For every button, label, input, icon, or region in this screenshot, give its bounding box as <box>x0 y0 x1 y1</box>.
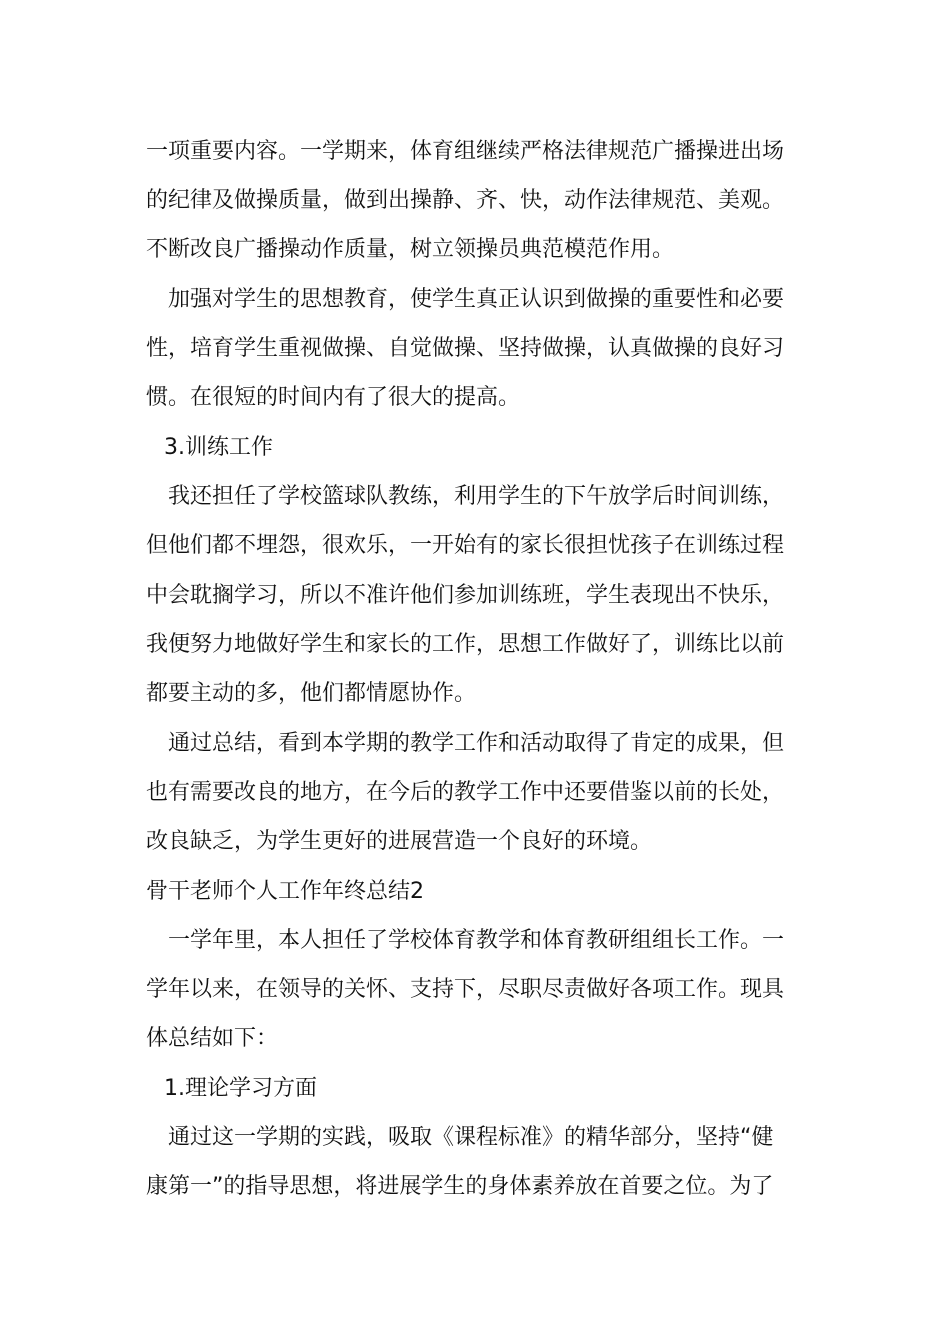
paragraph-line: 通过总结，看到本学期的教学工作和活动取得了肯定的成果，但 <box>168 731 785 756</box>
paragraph-line: 也有需要改良的地方，在今后的教学工作中还要借鉴以前的长处， <box>146 780 785 805</box>
paragraph-line: 中会耽搁学习，所以不准许他们参加训练班，学生表现出不快乐， <box>146 583 785 608</box>
paragraph-line: 不断改良广播操动作质量，树立领操员典范模范作用。 <box>146 237 675 262</box>
paragraph-line: 但他们都不埋怨，很欢乐，一开始有的家长很担忧孩子在训练过程 <box>146 533 785 558</box>
paragraph-line: 一学年里，本人担任了学校体育教学和体育教研组组长工作。一 <box>168 928 785 953</box>
paragraph-line: 体总结如下： <box>146 1026 279 1051</box>
section-heading: 3.训练工作 <box>164 435 273 460</box>
paragraph-line: 一项重要内容。一学期来，体育组继续严格法律规范广播操进出场 <box>146 139 785 164</box>
paragraph-line: 改良缺乏，为学生更好的进展营造一个良好的环境。 <box>146 829 653 854</box>
paragraph-line: 惯。在很短的时间内有了很大的提高。 <box>146 385 521 410</box>
paragraph-line: 通过这一学期的实践，吸取《课程标准》的精华部分，坚持“健 <box>168 1125 774 1150</box>
paragraph-line: 我还担任了学校篮球队教练，利用学生的下午放学后时间训练， <box>168 484 785 509</box>
paragraph-line: 都要主动的多，他们都情愿协作。 <box>146 681 477 706</box>
paragraph-line: 学年以来，在领导的关怀、支持下，尽职尽责做好各项工作。现具 <box>146 977 785 1002</box>
paragraph-line: 的纪律及做操质量，做到出操静、齐、快，动作法律规范、美观。 <box>146 188 785 213</box>
paragraph-line: 我便努力地做好学生和家长的工作，思想工作做好了，训练比以前 <box>146 632 785 657</box>
section-heading: 1.理论学习方面 <box>164 1076 317 1101</box>
paragraph-line: 性，培育学生重视做操、自觉做操、坚持做操，认真做操的良好习 <box>146 336 785 361</box>
document-title: 骨干老师个人工作年终总结2 <box>146 879 424 904</box>
paragraph-line: 加强对学生的思想教育，使学生真正认识到做操的重要性和必要 <box>168 287 785 312</box>
paragraph-line: 康第一”的指导思想，将进展学生的身体素养放在首要之位。为了 <box>146 1174 774 1199</box>
